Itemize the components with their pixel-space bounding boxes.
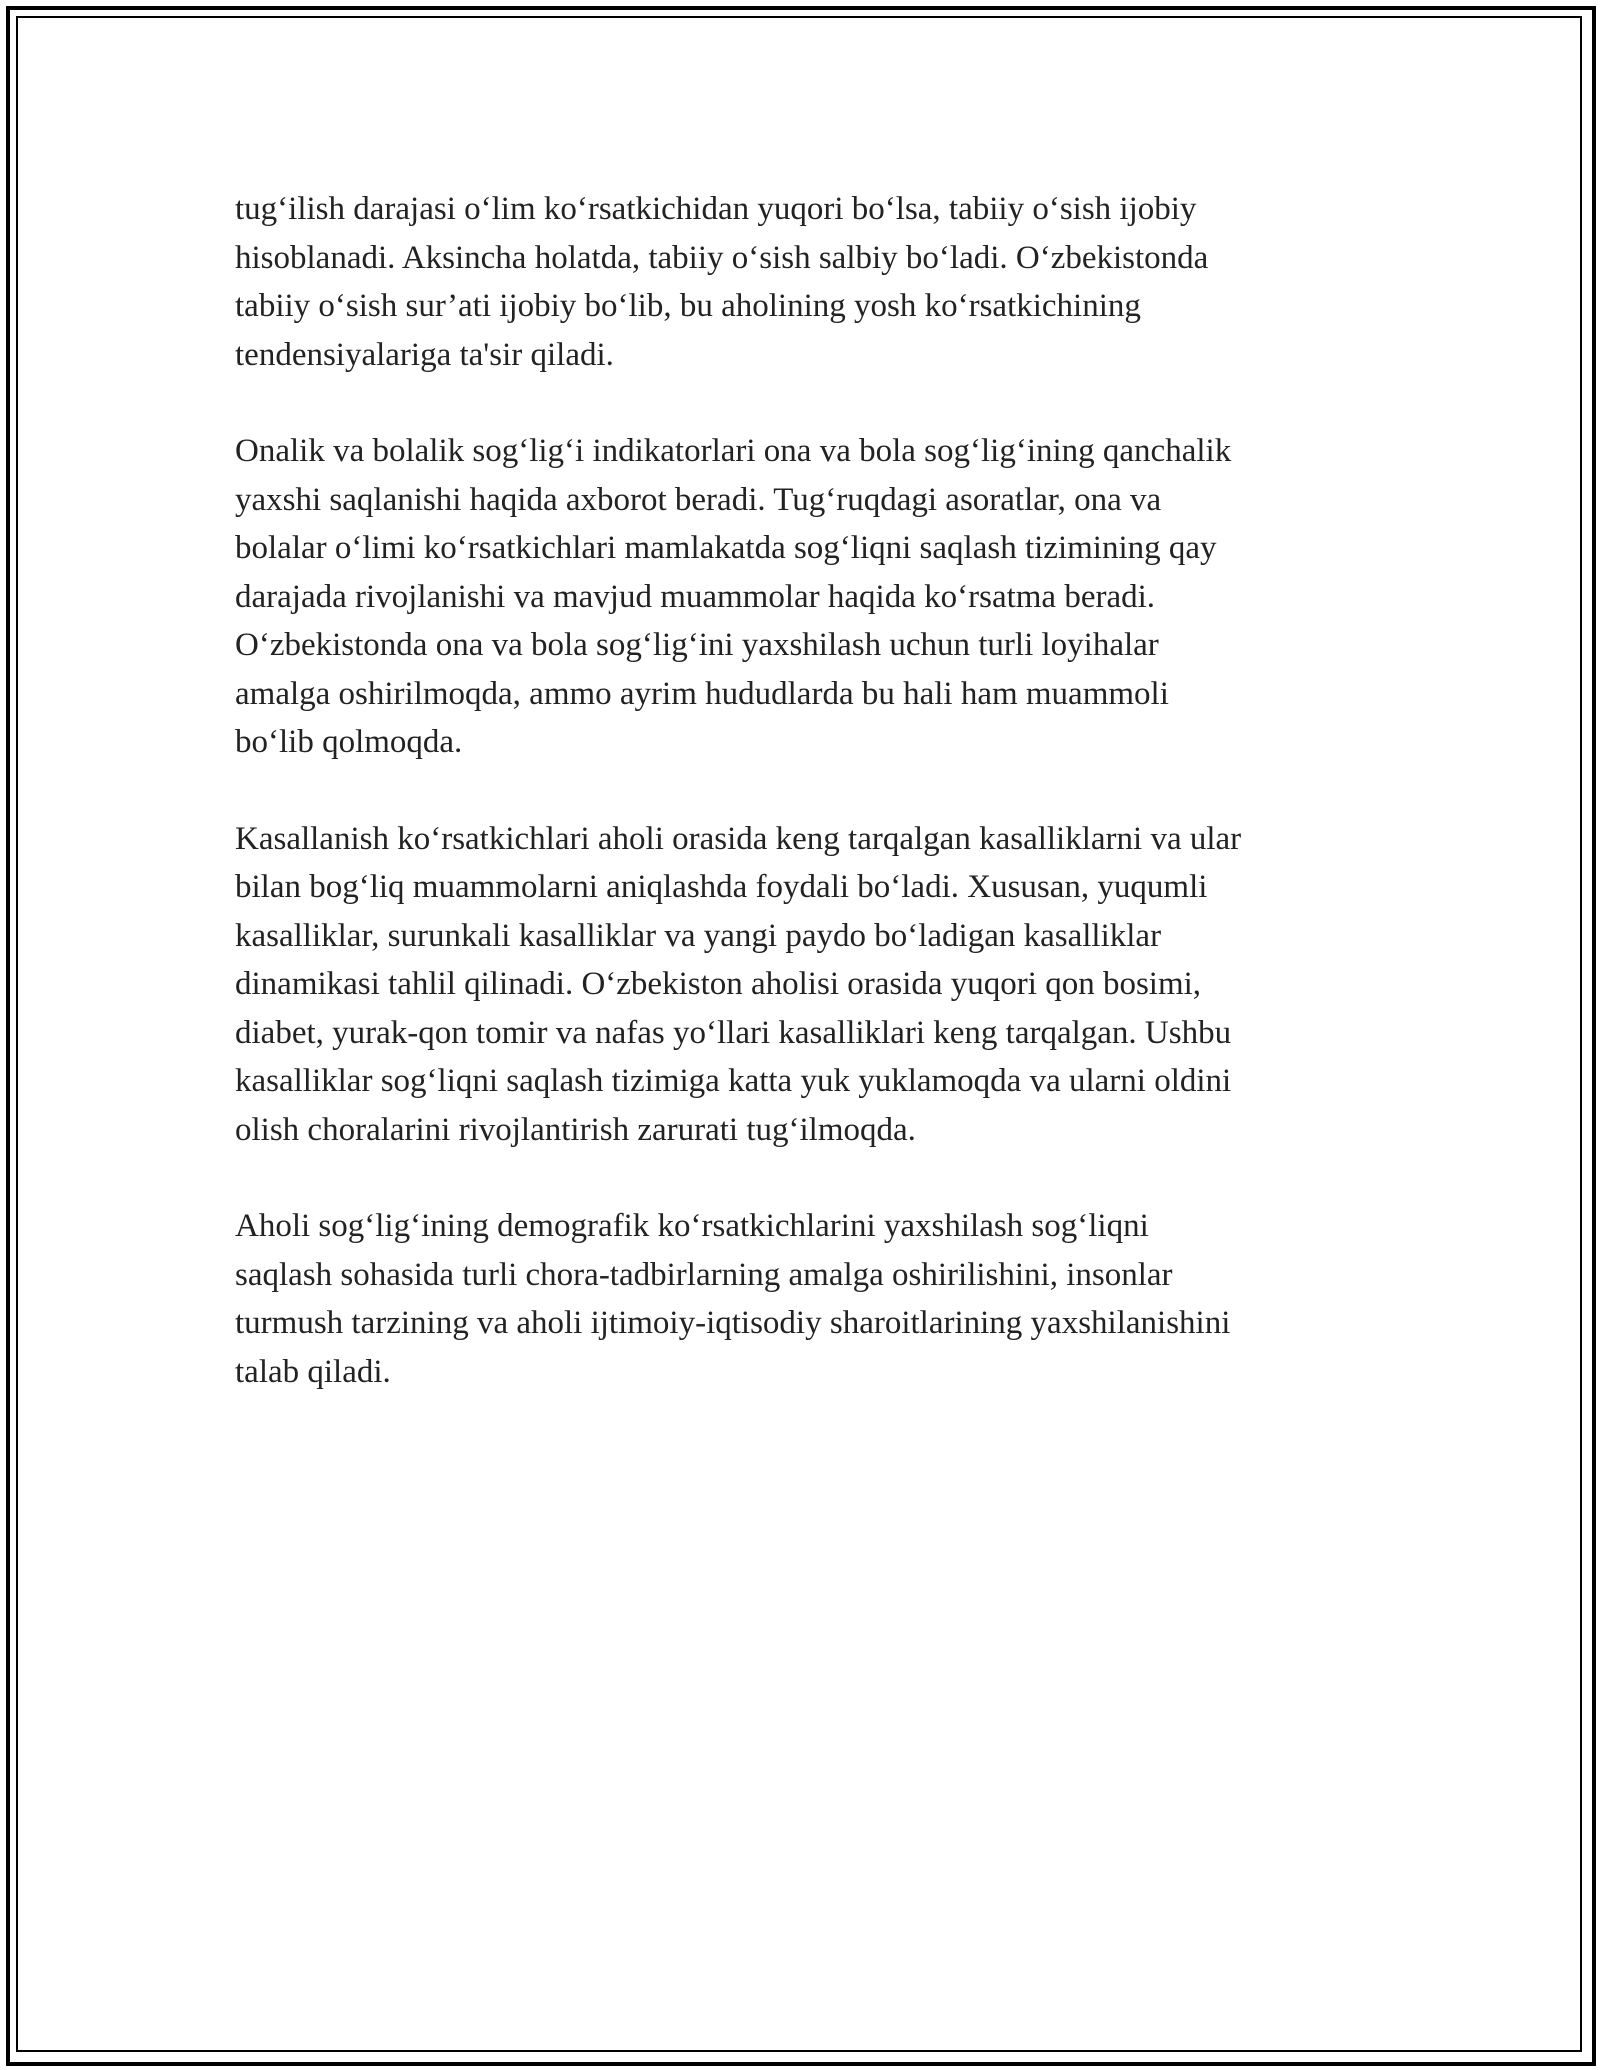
paragraph-natural-growth — [235, 185, 1375, 379]
text-line: saqlash sohasida turli chora-tadbirlarning amalga oshirilishini, insonlar — [235, 1256, 1173, 1293]
paragraph-conclusion — [235, 1202, 1375, 1396]
text-line: talab qiladi. — [235, 1353, 391, 1390]
text-line: bilan bog‘liq muammolarni aniqlashda foydali bo‘ladi. Xususan, yuqumli — [235, 869, 1208, 905]
text-line: turmush tarzining va aholi ijtimoiy-iqtisodiy sharoitlarining yaxshilanishini — [235, 1305, 1231, 1341]
text-line: bo‘lib qolmoqda. — [235, 724, 463, 760]
text-line: kasalliklar, surunkali kasalliklar va yangi paydo bo‘ladigan kasalliklar — [235, 917, 1162, 954]
text-line: amalga oshirilmoqda, ammo ayrim hududlarda bu hali ham muammoli — [235, 675, 1169, 712]
text-line: tendensiyalariga ta'sir qiladi. — [235, 336, 614, 373]
paragraph-maternal-child-health — [235, 427, 1375, 767]
document-body — [235, 185, 1375, 1444]
text-line: hisoblanadi. Aksincha holatda, tabiiy o‘sish salbiy bo‘ladi. O‘zbekistonda — [235, 239, 1209, 276]
text-line: Kasallanish ko‘rsatkichlari aholi orasida keng tarqalgan kasalliklarni va ular — [235, 820, 1242, 857]
text-line: Aholi sog‘lig‘ining demografik ko‘rsatkichlarini yaxshilash sog‘liqni — [235, 1208, 1149, 1244]
text-line: yaxshi saqlanishi haqida axborot beradi. Tug‘ruqdagi asoratlar, ona va — [235, 481, 1162, 518]
text-line: darajada rivojlanishi va mavjud muammolar haqida ko‘rsatma beradi. — [235, 578, 1156, 615]
text-line: tug‘ilish darajasi o‘lim ko‘rsatkichidan yuqori bo‘lsa, tabiiy o‘sish ijobiy — [235, 191, 1197, 227]
text-line: kasalliklar sog‘liqni saqlash tizimiga katta yuk yuklamoqda va ularni oldini — [235, 1063, 1232, 1099]
text-line: Onalik va bolalik sog‘lig‘i indikatorlari ona va bola sog‘lig‘ining qanchalik — [235, 433, 1232, 469]
text-line: diabet, yurak-qon tomir va nafas yo‘llari kasalliklari keng tarqalgan. Ushbu — [235, 1014, 1232, 1051]
text-line: bolalar o‘limi ko‘rsatkichlari mamlakatda sog‘liqni saqlash tizimining qay — [235, 530, 1217, 566]
text-line: tabiiy o‘sish sur’ati ijobiy bo‘lib, bu aholining yosh ko‘rsatkichining — [235, 288, 1141, 324]
text-line: O‘zbekistonda ona va bola sog‘lig‘ini yaxshilash uchun turli loyihalar — [235, 627, 1159, 663]
text-line: olish choralarini rivojlantirish zarurati tug‘ilmoqda. — [235, 1111, 916, 1148]
paragraph-morbidity — [235, 815, 1375, 1155]
text-line: dinamikasi tahlil qilinadi. O‘zbekiston aholisi orasida yuqori qon bosimi, — [235, 966, 1202, 1002]
